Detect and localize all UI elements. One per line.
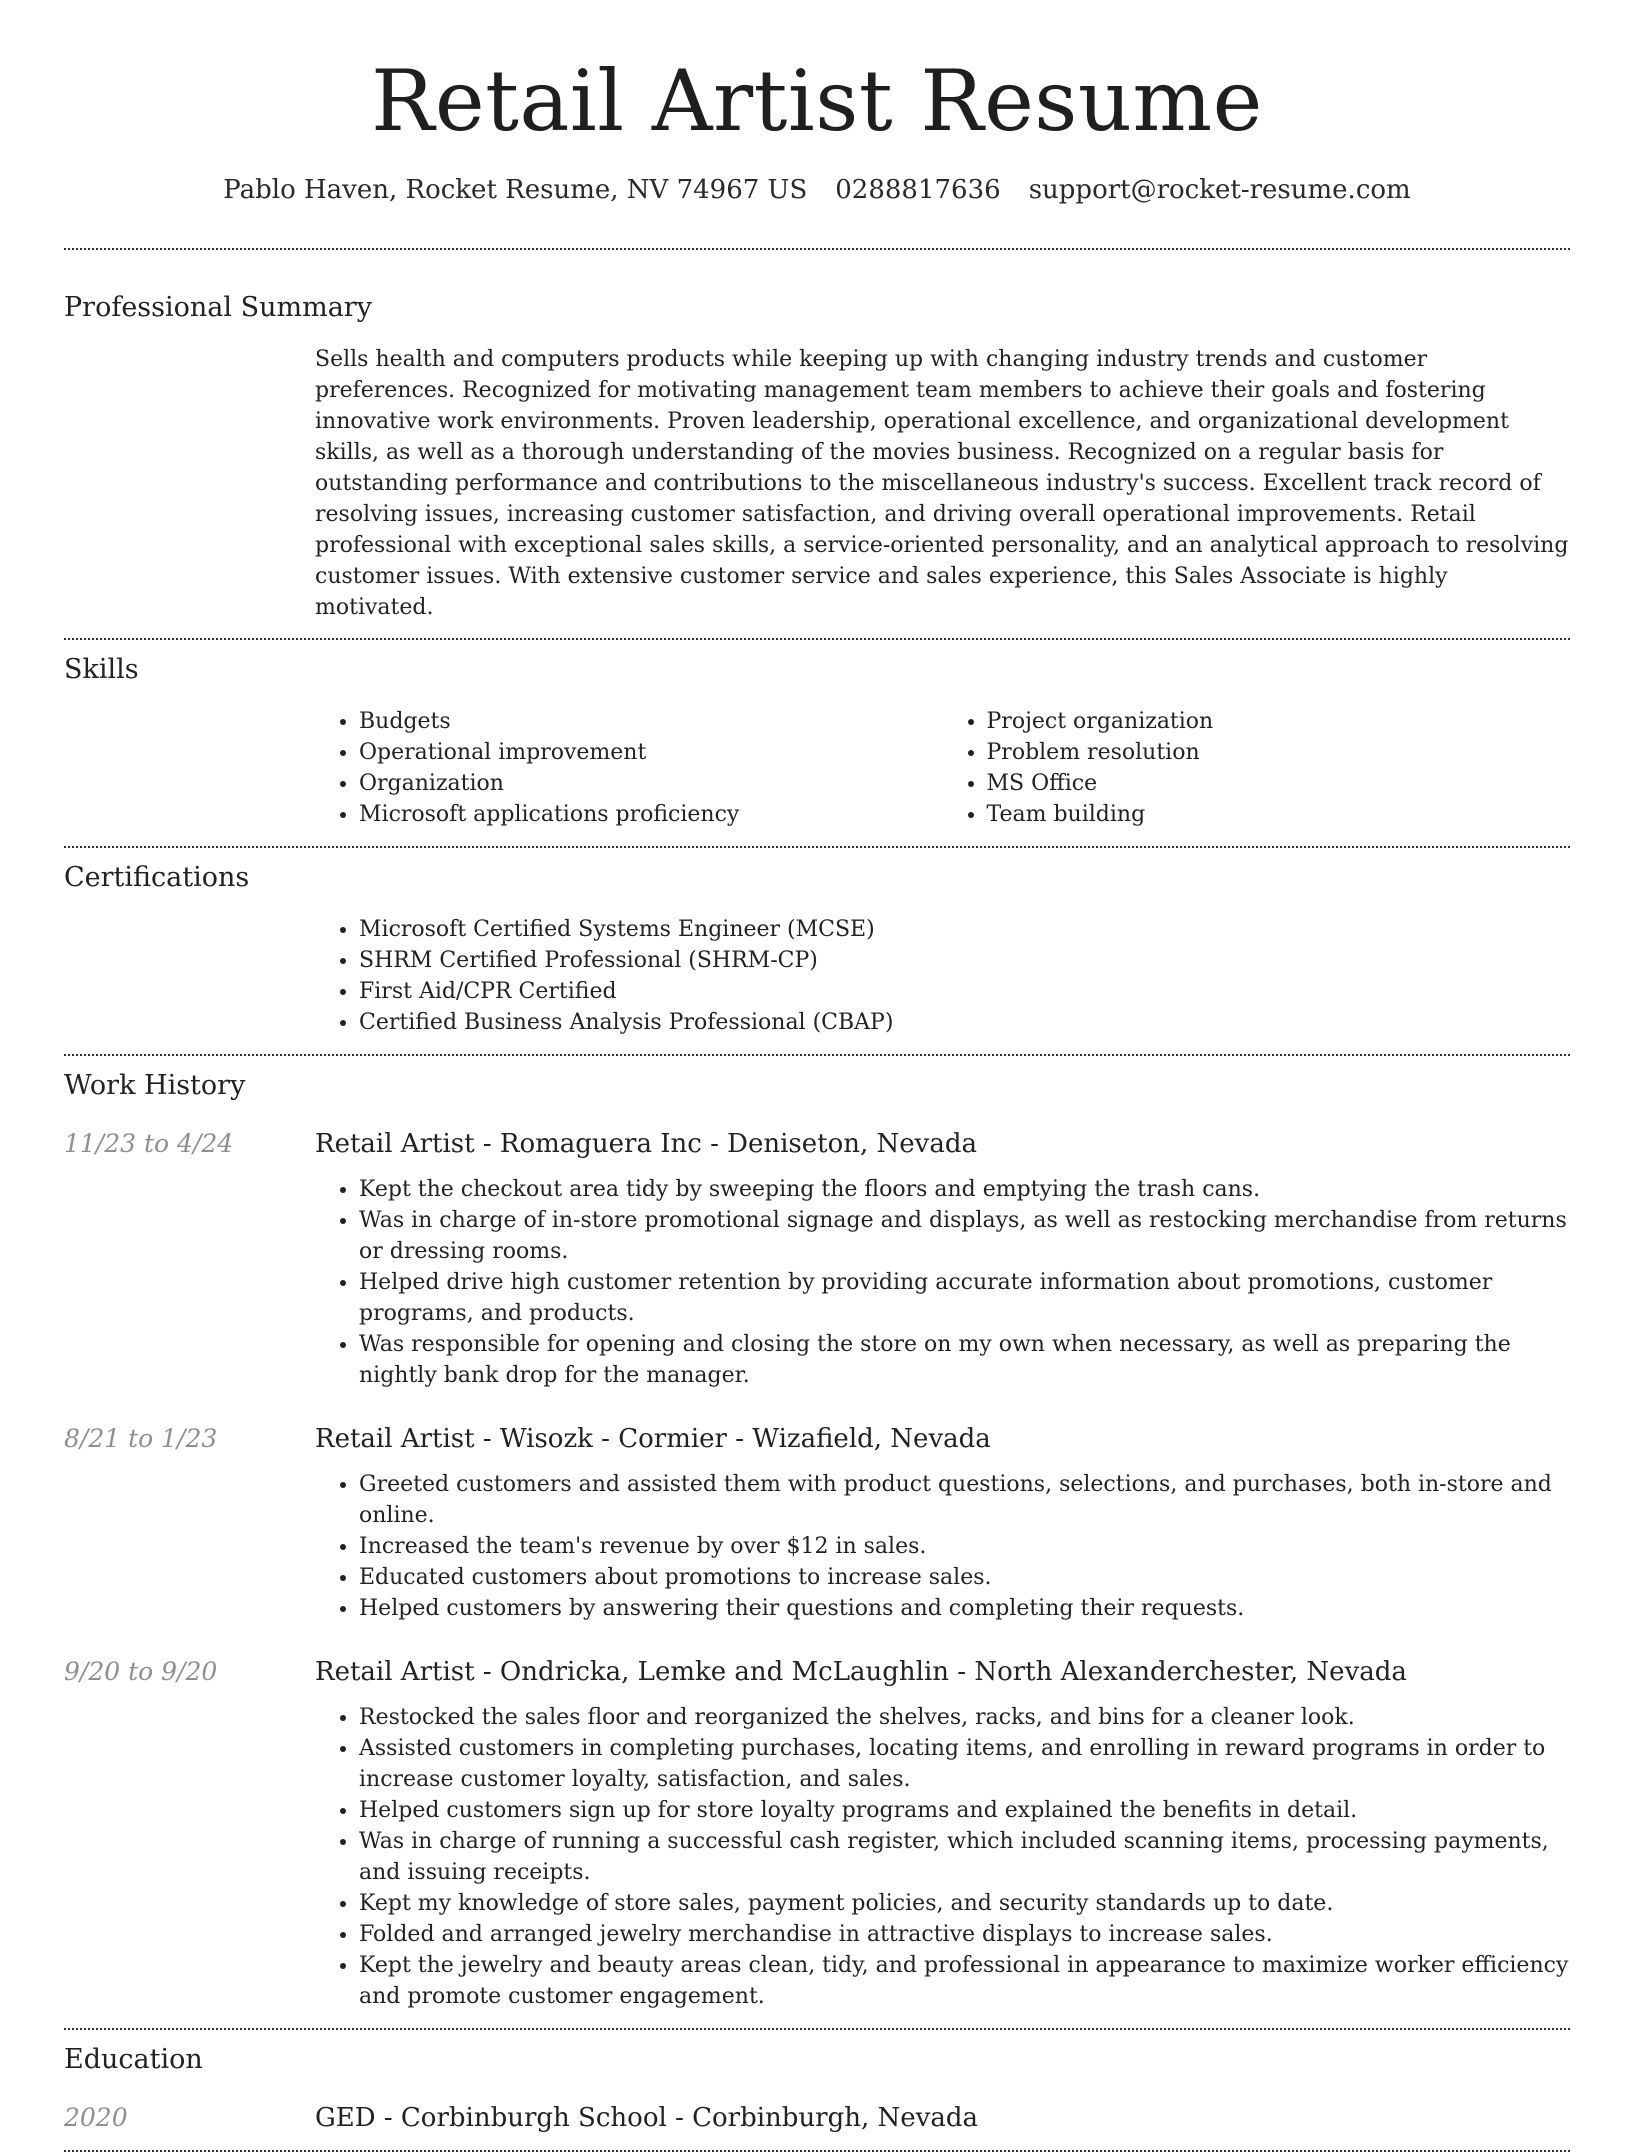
certification-item: • First Aid/CPR Certified [359,976,1570,1007]
education-section [64,2030,1570,2150]
job-bullets [315,1702,1570,2012]
summary-section [64,250,1570,638]
contact-address: Pablo Haven, Rocket Resume, NV 74967 US [223,175,808,205]
job-bullet: • Was responsible for opening and closing the store on my own when necessary, as well as preparing the nightly bank drop for the manager. [359,1329,1570,1391]
job-date: 11/23 to 4/24 [64,1129,234,1158]
job-date: 8/21 to 1/23 [64,1424,218,1453]
job-bullet: • Was in charge of running a successful cash register, which included scanning items, processing payments, and issuing receipts. [359,1826,1570,1888]
job-bullet: • Was in charge of in-store promotional signage and displays, as well as restocking merchandise from returns or dressing rooms. [359,1205,1570,1267]
skill-item: • MS Office [987,768,1571,799]
job-bullet: • Greeted customers and assisted them with product questions, selections, and purchases, both in-store and online. [359,1469,1570,1531]
job-bullet: • Kept the checkout area tidy by sweeping the floors and emptying the trash cans. [359,1174,1570,1205]
skill-item: • Organization [359,768,943,799]
work-history-section [64,1056,1570,2028]
job-date: 9/20 to 9/20 [64,1657,218,1686]
education-title: GED - Corbinburgh School - Corbinburgh, Nevada [315,2103,978,2133]
job-bullet: • Increased the team's revenue by over $12 in sales. [359,1531,1570,1562]
section-heading-education: Education [64,2044,203,2075]
job-bullet: • Helped customers by answering their questions and completing their requests. [359,1593,1570,1624]
skills-list-left [315,706,943,830]
contact-line [64,172,1570,208]
job-bullet: • Restocked the sales floor and reorganized the shelves, racks, and bins for a cleaner look. [359,1702,1570,1733]
job-bullet: • Kept the jewelry and beauty areas clean, tidy, and professional in appearance to maximize worker efficiency and promote customer engagement. [359,1950,1570,2012]
job-bullet: • Assisted customers in completing purchases, locating items, and enrolling in reward programs in order to increase customer loyalty, satisfaction, and sales. [359,1733,1570,1795]
skills-section [64,640,1570,846]
certification-item: • Certified Business Analysis Professional (CBAP) [359,1007,1570,1038]
job-entry [64,1421,1570,1624]
education-entry [64,2100,1570,2150]
job-bullets [315,1174,1570,1391]
job-title: Retail Artist - Romaguera Inc - Deniseton, Nevada [315,1129,977,1159]
skill-item: • Budgets [359,706,943,737]
skill-item: • Project organization [987,706,1571,737]
page-title: Retail Artist Resume [371,52,1263,150]
job-header [64,1126,1570,1162]
resume-page [64,0,1570,2152]
job-entry [64,1126,1570,1391]
skill-item: • Operational improvement [359,737,943,768]
job-header [64,1421,1570,1457]
certifications-content [315,914,1570,1054]
certification-item: • SHRM Certified Professional (SHRM-CP) [359,945,1570,976]
job-bullet: • Kept my knowledge of store sales, payment policies, and security standards up to date. [359,1888,1570,1919]
job-entry [64,1654,1570,2028]
job-bullets [315,1469,1570,1624]
certifications-list [315,914,1570,1038]
job-title: Retail Artist - Ondricka, Lemke and McLaughlin - North Alexanderchester, Nevada [315,1657,1407,1687]
job-bullet: • Helped drive high customer retention by providing accurate information about promotions, customer programs, and products. [359,1267,1570,1329]
certification-item: • Microsoft Certified Systems Engineer (MCSE) [359,914,1570,945]
job-header [64,1654,1570,1690]
skills-columns [315,706,1570,846]
section-heading-skills: Skills [64,654,139,685]
certifications-section [64,848,1570,1054]
contact-email[interactable]: support@rocket-resume.com [1028,175,1411,205]
section-heading-work-history: Work History [64,1070,246,1101]
skill-item: • Problem resolution [987,737,1571,768]
job-bullet: • Educated customers about promotions to increase sales. [359,1562,1570,1593]
resume-header [64,0,1570,208]
education-date: 2020 [64,2103,128,2132]
section-heading-certifications: Certifications [64,862,250,893]
skills-list-right [943,706,1571,830]
job-title: Retail Artist - Wisozk - Cormier - Wizafield, Nevada [315,1424,991,1454]
contact-phone: 0288817636 [835,175,1001,205]
section-heading-summary: Professional Summary [64,292,372,323]
job-bullet: • Helped customers sign up for store loyalty programs and explained the benefits in detail. [359,1795,1570,1826]
skill-item: • Team building [987,799,1571,830]
job-bullet: • Folded and arranged jewelry merchandise in attractive displays to increase sales. [359,1919,1570,1950]
summary-text: Sells health and computers products while keeping up with changing industry trends and customer preferences. Recognized for motivating management team members to achieve their goals and fostering innovative work environments. Proven leadership, operational excellence, and organizational development skills, as well as a thorough understanding of the movies business. Recognized on a regular basis for outstanding performance and contributions to the miscellaneous industry's success. Excellent track record of resolving issues, increasing customer satisfaction, and driving overall operational improvements. Retail professional with exceptional sales skills, a service-oriented personality, and an analytical approach to resolving customer issues. With extensive customer service and sales experience, this Sales Associate is highly motivated. [315,347,1569,620]
skill-item: • Microsoft applications proficiency [359,799,943,830]
